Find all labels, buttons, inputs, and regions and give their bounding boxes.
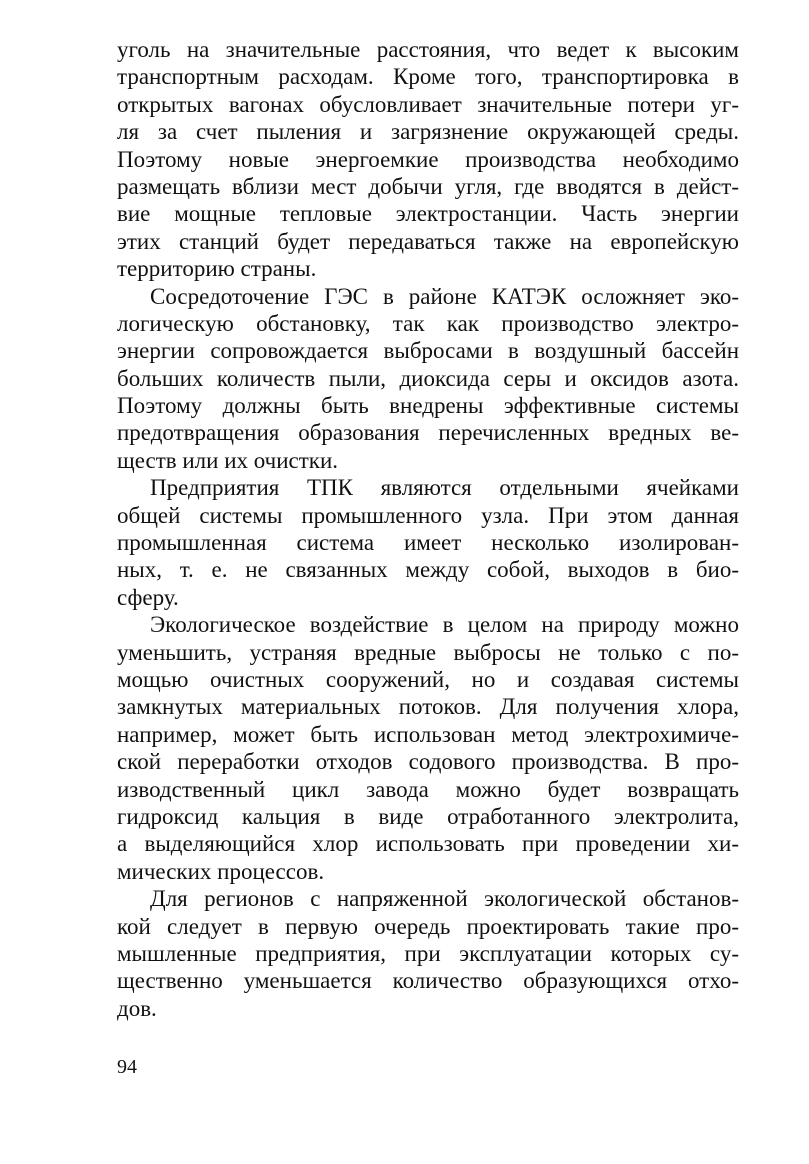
- text-line: энергии сопровождается выбросами в воздушный бассейн: [117, 338, 739, 364]
- page-number: 94: [117, 1056, 137, 1078]
- text-line: а выделяющийся хлор использовать при проведении хи-: [117, 831, 739, 857]
- text-line: вие мощные тепловые электростанции. Часть энергии: [117, 201, 739, 227]
- text-line: замкнутых материальных потоков. Для получения хлора,: [117, 694, 739, 720]
- text-line: мических процессов.: [117, 858, 325, 884]
- text-line: гидроксид кальция в виде отработанного электролита,: [117, 803, 739, 829]
- paragraph-5: [117, 885, 739, 1022]
- text-line: например, может быть использован метод электрохимиче-: [117, 721, 739, 747]
- text-line: ской переработки отходов содового производства. В про-: [117, 749, 739, 775]
- text-line: мощью очистных сооружений, но и создавая системы: [117, 666, 739, 692]
- text-line: этих станций будет передаваться также на европейскую: [117, 228, 739, 254]
- text-line: Поэтому новые энергоемкие производства необходимо: [117, 146, 739, 172]
- text-line: уменьшить, устраняя вредные выбросы не только с по-: [117, 639, 739, 665]
- text-line: Сосредоточение ГЭС в районе КАТЭК осложняет эко-: [150, 283, 739, 309]
- text-line: дов.: [117, 995, 157, 1021]
- text-line: кой следует в первую очередь проектировать такие про-: [117, 913, 739, 939]
- text-line: Экологическое воздействие в целом на природу можно: [150, 612, 739, 638]
- text-line: логическую обстановку, так как производство электро-: [117, 310, 739, 336]
- text-line: общей системы промышленного узла. При этом данная: [117, 502, 739, 528]
- text-line: щественно уменьшается количество образующихся отхо-: [117, 968, 739, 994]
- text-line: уголь на значительные расстояния, что ведет к высоким: [117, 37, 739, 62]
- text-line: ществ или их очистки.: [117, 447, 339, 473]
- text-line: больших количеств пыли, диоксида серы и оксидов азота.: [117, 365, 739, 391]
- text-line: транспортным расходам. Кроме того, транспортировка в: [117, 64, 739, 90]
- text-line: мышленные предприятия, при эксплуатации которых су-: [117, 940, 739, 966]
- text-line: территорию страны.: [117, 256, 317, 282]
- page-body: [117, 36, 739, 1022]
- paragraph-4: [117, 611, 739, 885]
- text-line: размещать вблизи мест добычи угля, где вводятся в дейст-: [117, 173, 739, 199]
- text-line: сферу.: [117, 584, 179, 610]
- text-line: Для регионов с напряженной экологической обстанов-: [150, 886, 739, 912]
- paragraph-2: [117, 283, 739, 475]
- text-line: изводственный цикл завода можно будет возвращать: [117, 776, 739, 802]
- text-line: Предприятия ТПК являются отдельными ячейками: [150, 475, 739, 501]
- paragraph-3: [117, 474, 739, 611]
- text-line: Поэтому должны быть внедрены эффективные системы: [117, 393, 739, 419]
- paragraph-1: [117, 36, 739, 283]
- text-line: ля за счет пыления и загрязнение окружающей среды.: [117, 119, 739, 145]
- text-line: промышленная система имеет несколько изолирован-: [117, 530, 739, 556]
- text-line: предотвращения образования перечисленных вредных ве-: [117, 420, 739, 446]
- text-line: открытых вагонах обусловливает значительные потери уг-: [117, 91, 739, 117]
- text-line: ных, т. е. не связанных между собой, выходов в био-: [117, 557, 739, 583]
